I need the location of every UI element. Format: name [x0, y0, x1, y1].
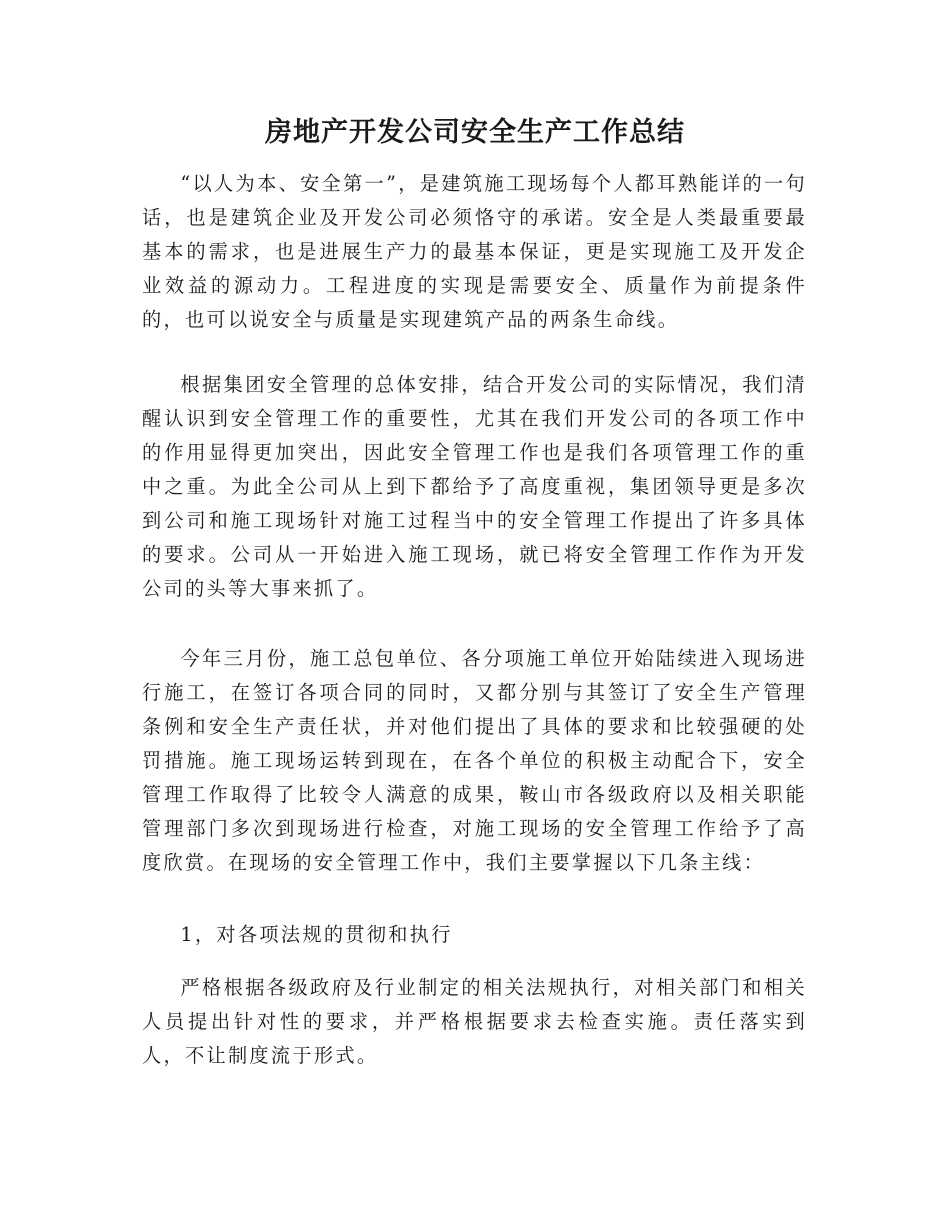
- paragraph-2: 根据集团安全管理的总体安排，结合开发公司的实际情况，我们清醒认识到安全管理工作的重要性，尤其在我们开发公司的各项工作中的作用显得更加突出，因此安全管理工作也是我们各项管理工作的重中之重。为此全公司从上到下都给予了高度重视，集团领导更是多次到公司和施工现场针对施工过程当中的安全管理工作提出了许多具体的要求。公司从一开始进入施工现场，就已将安全管理工作作为开发公司的头等大事来抓了。: [142, 373, 807, 600]
- section-paragraph: 严格根据各级政府及行业制定的相关法规执行，对相关部门和相关人员提出针对性的要求，并严格根据要求去检查实施。责任落实到人，不让制度流于形式。: [142, 976, 807, 1067]
- document-title: 房地产开发公司安全生产工作总结: [265, 117, 685, 148]
- section-heading: 1，对各项法规的贯彻和执行: [180, 923, 453, 946]
- paragraph-3: 今年三月份，施工总包单位、各分项施工单位开始陆续进入现场进行施工，在签订各项合同的同时，又都分别与其签订了安全生产管理条例和安全生产责任状，并对他们提出了具体的要求和比较强硬的处罚措施。施工现场运转到现在，在各个单位的积极主动配合下，安全管理工作取得了比较令人满意的成果，鞍山市各级政府以及相关职能管理部门多次到现场进行检查，对施工现场的安全管理工作给予了高度欣赏。在现场的安全管理工作中，我们主要掌握以下几条主线：: [142, 647, 807, 874]
- paragraph-1: “以人为本、安全第一”，是建筑施工现场每个人都耳熟能详的一句话，也是建筑企业及开发公司必须恪守的承诺。安全是人类最重要最基本的需求，也是进展生产力的最基本保证，更是实现施工及开发企业效益的源动力。工程进度的实现是需要安全、质量作为前提条件的，也可以说安全与质量是实现建筑产品的两条生命线。: [142, 172, 807, 331]
